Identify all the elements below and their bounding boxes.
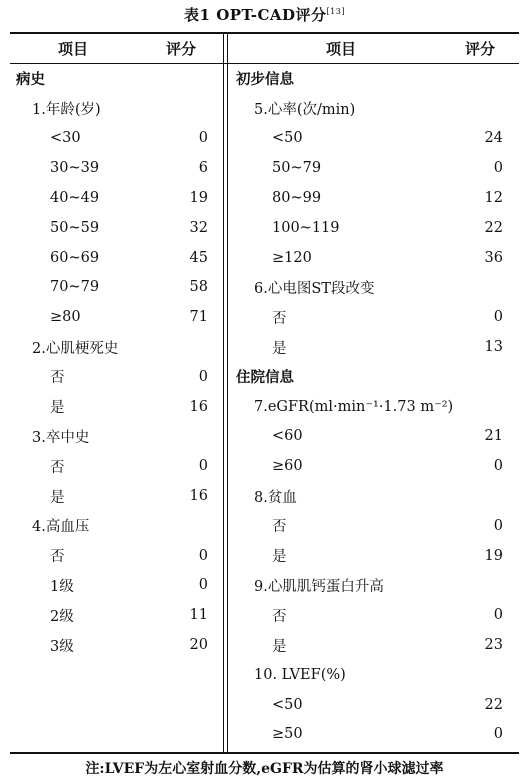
table-row <box>228 183 519 213</box>
row-label: 是 <box>272 340 287 357</box>
left-header-item: 项目 <box>58 40 89 58</box>
section-row <box>228 362 519 392</box>
row-label: 否 <box>50 549 65 566</box>
row-score: 58 <box>189 279 208 296</box>
row-label: 30~39 <box>50 160 100 177</box>
table-row <box>228 630 519 660</box>
category-row <box>228 571 519 601</box>
table-row <box>228 511 519 541</box>
category-row <box>228 94 519 124</box>
row-label: ≥120 <box>272 249 312 266</box>
category-row <box>10 332 223 362</box>
row-score: 0 <box>493 726 503 743</box>
row-label: 40~49 <box>50 190 100 207</box>
table-footnote: 注:LVEF为左心室射血分数,eGFR为估算的肾小球滤过率 <box>85 761 444 777</box>
table-row <box>228 422 519 452</box>
row-label: 3.卒中史 <box>32 429 90 446</box>
row-score: 32 <box>189 219 208 236</box>
row-label: 4.高血压 <box>32 519 90 536</box>
right-column <box>228 64 519 749</box>
section-row <box>228 64 519 94</box>
table-row <box>10 481 223 511</box>
row-label: 9.心肌肌钙蛋白升高 <box>254 578 384 595</box>
row-label: <50 <box>272 130 303 147</box>
row-score: 0 <box>198 130 208 147</box>
row-label: ≥60 <box>272 458 303 475</box>
table-row <box>228 213 519 243</box>
table-title-text: 表1 OPT-CAD评分 <box>184 6 327 24</box>
bottom-rule <box>10 752 519 754</box>
row-score: 0 <box>198 547 208 564</box>
table-row <box>228 541 519 571</box>
row-score: 71 <box>189 309 208 326</box>
row-label: 70~79 <box>50 279 100 296</box>
row-label: 是 <box>50 400 65 417</box>
row-label: 否 <box>50 370 65 387</box>
table-row <box>228 124 519 154</box>
table-row <box>10 213 223 243</box>
row-label: 2.心肌梗死史 <box>32 340 119 357</box>
category-row <box>228 273 519 303</box>
row-score: 6 <box>198 160 208 177</box>
row-score: 19 <box>484 547 503 564</box>
right-header-item: 项目 <box>326 40 357 58</box>
row-label: ≥80 <box>50 309 81 326</box>
category-row <box>10 422 223 452</box>
right-header-score: 评分 <box>465 40 496 58</box>
top-rule <box>10 32 519 34</box>
row-label: 80~99 <box>272 190 322 207</box>
row-score: 13 <box>484 339 503 356</box>
table-row <box>10 451 223 481</box>
row-label: 8.贫血 <box>254 489 297 506</box>
row-label: <30 <box>50 130 81 147</box>
row-score: 0 <box>493 309 503 326</box>
row-label: <60 <box>272 428 303 445</box>
row-label: 1级 <box>50 578 74 595</box>
table-row <box>228 243 519 273</box>
section-row <box>10 64 223 94</box>
row-label: 是 <box>272 638 287 655</box>
row-score: 0 <box>198 368 208 385</box>
row-label: 初步信息 <box>236 71 294 89</box>
row-label: 6.心电图ST段改变 <box>254 280 375 297</box>
row-label: <50 <box>272 696 303 713</box>
row-score: 0 <box>493 517 503 534</box>
category-row <box>228 660 519 690</box>
table-row <box>10 243 223 273</box>
row-label: 10. LVEF(%) <box>254 666 346 683</box>
row-score: 19 <box>189 190 208 207</box>
row-label: 否 <box>272 608 287 625</box>
row-label: 50~79 <box>272 160 322 177</box>
row-score: 22 <box>484 696 503 713</box>
category-row <box>228 392 519 422</box>
row-score: 16 <box>189 488 208 505</box>
table-row <box>10 302 223 332</box>
row-score: 0 <box>493 160 503 177</box>
table-row <box>10 541 223 571</box>
table-row <box>228 302 519 332</box>
row-score: 16 <box>189 398 208 415</box>
row-label: 是 <box>272 549 287 566</box>
table-row <box>228 451 519 481</box>
table-row <box>10 273 223 303</box>
row-score: 0 <box>493 607 503 624</box>
row-label: 7.eGFR(ml·min⁻¹·1.73 m⁻²) <box>254 398 454 415</box>
row-label: 5.心率(次/min) <box>254 102 356 119</box>
table-row <box>10 153 223 183</box>
row-label: 2级 <box>50 608 74 625</box>
table-row <box>10 183 223 213</box>
row-score: 20 <box>189 637 208 654</box>
left-column <box>10 64 223 660</box>
row-score: 36 <box>484 249 503 266</box>
table-row <box>10 124 223 154</box>
row-score: 22 <box>484 219 503 236</box>
left-header-score: 评分 <box>166 40 197 58</box>
row-score: 12 <box>484 190 503 207</box>
table-row <box>10 630 223 660</box>
row-label: 是 <box>50 489 65 506</box>
table-row <box>10 600 223 630</box>
row-label: ≥50 <box>272 726 303 743</box>
row-label: 1.年龄(岁) <box>32 102 101 119</box>
row-score: 45 <box>189 249 208 266</box>
category-row <box>228 481 519 511</box>
row-score: 0 <box>198 458 208 475</box>
row-label: 病史 <box>16 71 45 89</box>
row-score: 0 <box>198 577 208 594</box>
table-row <box>10 571 223 601</box>
table-row <box>228 332 519 362</box>
category-row <box>10 511 223 541</box>
table-row <box>228 690 519 720</box>
row-score: 0 <box>493 458 503 475</box>
row-label: 否 <box>272 519 287 536</box>
table-row <box>228 153 519 183</box>
row-score: 11 <box>189 607 208 624</box>
table-row <box>10 362 223 392</box>
title-reference: [13] <box>326 7 345 16</box>
row-label: 60~69 <box>50 249 100 266</box>
row-label: 3级 <box>50 638 74 655</box>
row-score: 23 <box>484 637 503 654</box>
row-label: 住院信息 <box>236 369 294 387</box>
row-label: 否 <box>50 459 65 476</box>
table-row <box>228 720 519 750</box>
row-label: 50~59 <box>50 219 100 236</box>
row-score: 21 <box>484 428 503 445</box>
table-title <box>0 4 529 25</box>
row-label: 否 <box>272 310 287 327</box>
table-row <box>228 600 519 630</box>
category-row <box>10 94 223 124</box>
row-label: 100~119 <box>272 219 340 236</box>
row-score: 24 <box>484 130 503 147</box>
table-row <box>10 392 223 422</box>
